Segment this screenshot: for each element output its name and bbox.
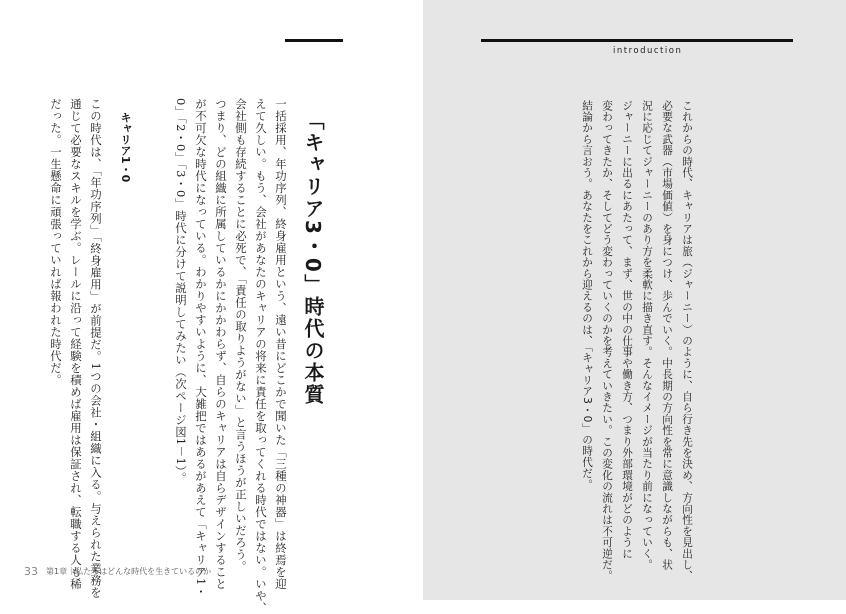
body-line: えて久しい。もう、会社があなたのキャリアの将来に責任を取ってくれる時代ではない。いや、 [254,98,268,614]
page-footer [24,565,211,578]
running-head: 第1章｜私たちはどんな時代を生きているのか [46,567,212,576]
body-line: 会社側も存続することに必死で、「責任の取りようがない」と言うほうが正しいだろう。 [234,98,248,573]
body-line: つまり、どの組織に所属しているかにかかわらず、自らのキャリアは自らデザインすること [214,98,228,590]
chapter-title: 「キャリア3・0」時代の本質 [301,110,325,406]
body-line: 通じて必要なスキルを学ぶ。レールに沿って経験を積めば雇用は保証され、転職する人も稀 [69,98,83,590]
section-subheading: キャリア1・0 [119,112,132,183]
body-line: 0」「2・0」「3・0」時代に分けて説明してみたい（次ページ図1－1）。 [174,98,188,484]
body-line: だった。一生懸命に頑張っていれば報われた時代だ。 [49,98,63,386]
introduction-label: introduction [613,46,683,56]
introduction-rule [481,39,793,42]
intro-line: 結論から言おう。あなたをこれから迎えるのは、「キャリア3・0」の時代だ。 [581,100,593,491]
intro-line: 必要な武器（市場価値）を身につけ、歩んでいく。中長期の方向性を常に意識しながらも、状 [661,100,673,571]
body-line: 一括採用、年功序列、終身雇用という、遠い昔にどこかで聞いた「三種の神器」は終焉を迎 [274,98,288,590]
right-page [423,0,846,600]
body-line: が不可欠な時代になっている。わかりやすいように、大雑把ではあるがあえて「キャリア1・ [194,98,208,598]
intro-line: これからの時代、キャリアは旅（ジャーニー）のように、自ら行き先を決め、方向性を見出し、 [681,100,693,582]
intro-line: 況に応じてジャーニーのあり方を柔軟に描き直す。そんなイメージが当たり前になっていく。 [641,100,653,571]
body-line: この時代は、「年功序列」「終身雇用」が前提だ。1つの会社・組織に入る。与えられた業務を [89,98,103,599]
page-number: 33 [24,565,38,578]
intro-line: 変わってきたか、そしてどう変わっていくのかを考えていきたい。この変化の流れは不可逆だ。 [601,100,613,582]
intro-line: ジャーニーに出るにあたって、まず、世の中の仕事や働き方、つまり外部環境がどのように [621,100,633,560]
chapter-title-rule [285,39,343,42]
